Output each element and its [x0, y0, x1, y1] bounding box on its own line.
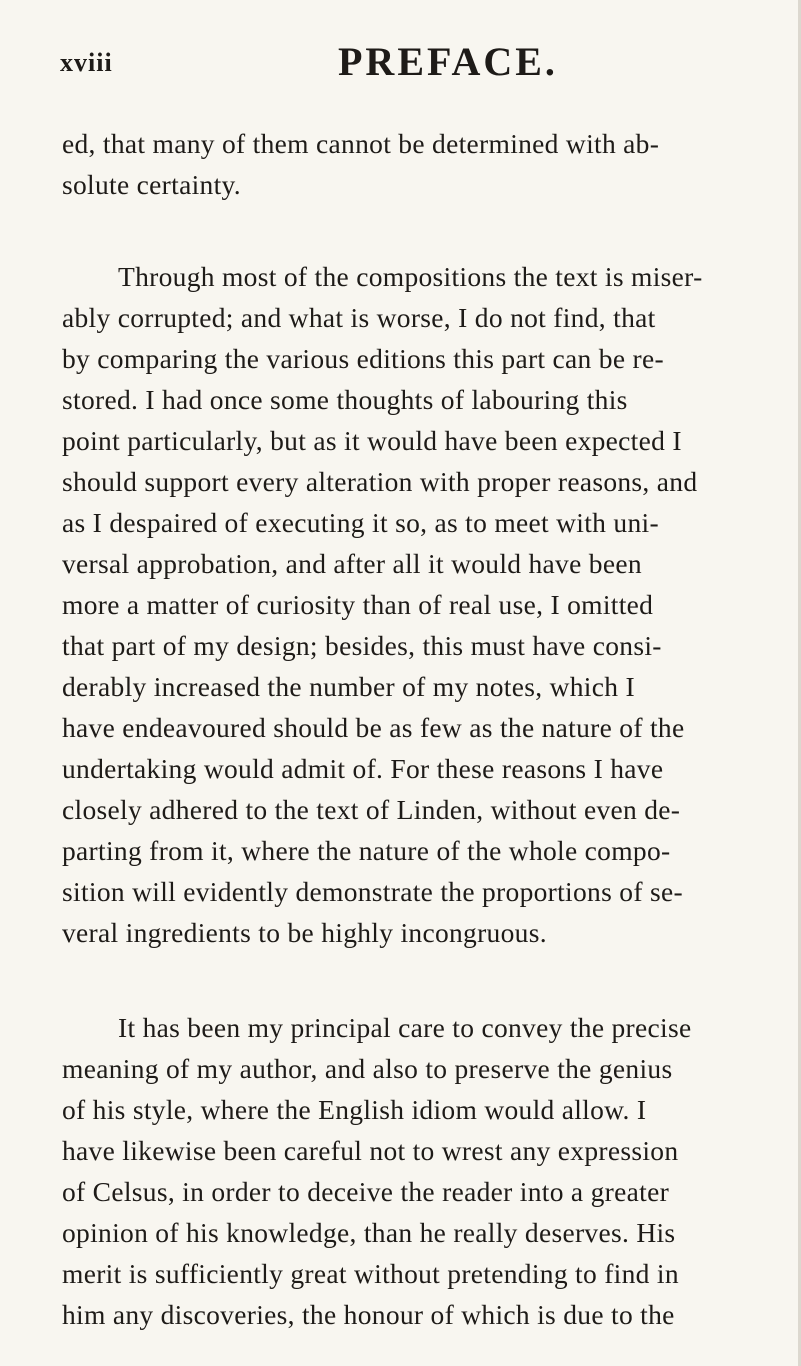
- text-line: sition will evidently demonstrate the proportions of se-: [62, 876, 683, 907]
- text-line: point particularly, but as it would have been expected I: [62, 425, 682, 456]
- text-line: Through most of the compositions the text is miser-: [118, 261, 703, 292]
- page-number: xviii: [60, 48, 113, 77]
- text-line: stored. I had once some thoughts of labouring this: [62, 384, 628, 415]
- text-line: meaning of my author, and also to preserve the genius: [62, 1053, 673, 1084]
- text-line: It has been my principal care to convey the precise: [118, 1012, 692, 1043]
- text-line: of his style, where the English idiom would allow. I: [62, 1094, 647, 1125]
- text-line: him any discoveries, the honour of which is due to the: [62, 1299, 675, 1330]
- text-line: closely adhered to the text of Linden, without even de-: [62, 794, 681, 825]
- text-line: opinion of his knowledge, than he really deserves. His: [62, 1217, 676, 1248]
- text-line: versal approbation, and after all it would have been: [62, 548, 642, 579]
- text-line: by comparing the various editions this part can be re-: [62, 343, 664, 374]
- text-line: veral ingredients to be highly incongruous.: [62, 917, 547, 948]
- text-line: have endeavoured should be as few as the nature of the: [62, 712, 685, 743]
- text-line: more a matter of curiosity than of real use, I omitted: [62, 589, 654, 620]
- text-line: parting from it, where the nature of the whole compo-: [62, 835, 671, 866]
- text-line: ably corrupted; and what is worse, I do not find, that: [62, 302, 656, 333]
- text-line: have likewise been careful not to wrest any expression: [62, 1135, 679, 1166]
- text-line: derably increased the number of my notes, which I: [62, 671, 635, 702]
- text-line: ed, that many of them cannot be determined with ab-: [62, 128, 660, 159]
- page-title: PREFACE.: [338, 39, 558, 84]
- text-line: merit is sufficiently great without pretending to find in: [62, 1258, 679, 1289]
- text-line: that part of my design; besides, this must have consi-: [62, 630, 662, 661]
- running-head: [60, 38, 760, 84]
- text-line: of Celsus, in order to deceive the reader into a greater: [62, 1176, 670, 1207]
- text-line: undertaking would admit of. For these reasons I have: [62, 753, 664, 784]
- text-line: should support every alteration with proper reasons, and: [62, 466, 698, 497]
- text-line: as I despaired of executing it so, as to meet with uni-: [62, 507, 659, 538]
- text-line: solute certainty.: [62, 169, 241, 200]
